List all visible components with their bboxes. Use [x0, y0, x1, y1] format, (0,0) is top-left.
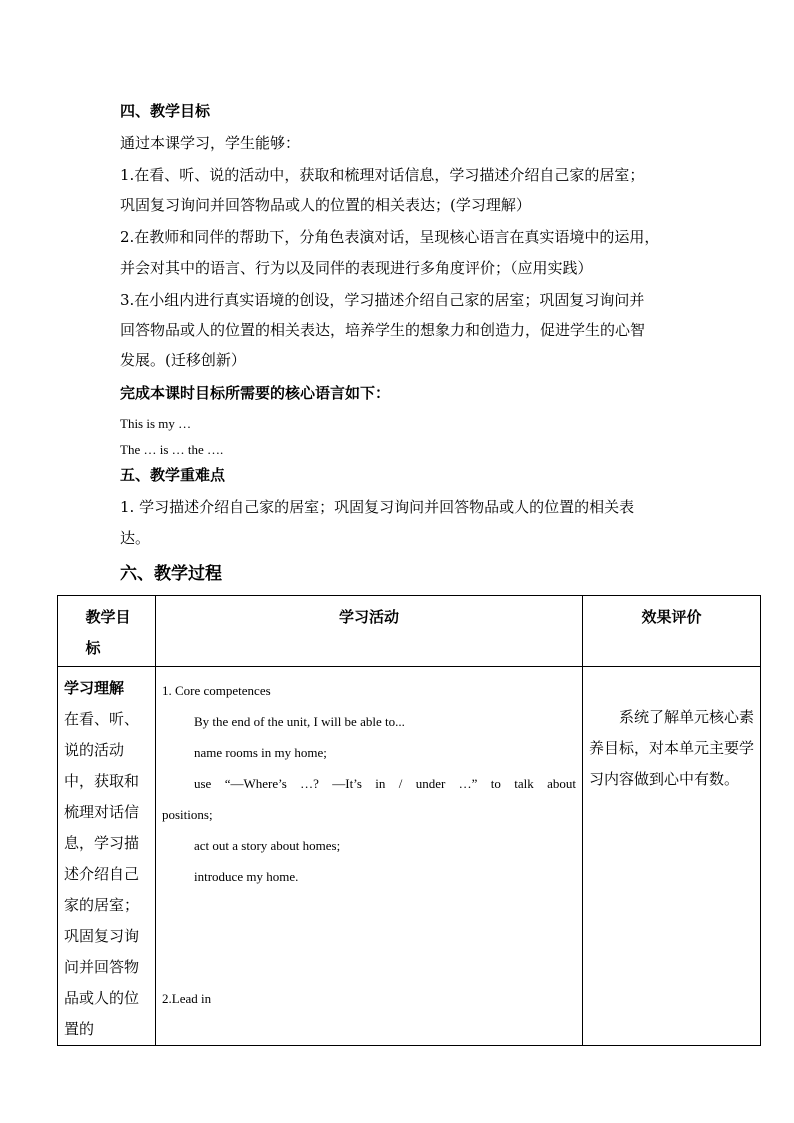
goal-line-4: 并会对其中的语言、行为以及同伴的表现进行多角度评价；（应用实践）: [120, 259, 593, 277]
core-language-line-1: This is my …: [120, 416, 192, 431]
activity-line-8: 2.Lead in: [162, 991, 212, 1006]
goal-line-6: 回答物品或人的位置的相关表达，培养学生的想象力和创造力，促进学生的心智: [120, 321, 646, 339]
activity-line-3: name rooms in my home;: [194, 745, 327, 760]
evaluation-text: 系统了解单元核心素养目标，对本单元主要学习内容做到心中有数。: [589, 708, 755, 788]
core-language-title: 完成本课时目标所需要的核心语言如下：: [120, 384, 391, 402]
activity-line-6: act out a story about homes;: [194, 838, 341, 853]
goal-line-5: 3.在小组内进行真实语境的创设，学习描述介绍自己家的居室；巩固复习询问并: [120, 291, 645, 309]
activity-line-1: 1. Core competences: [162, 683, 271, 698]
activity-line-2: By the end of the unit, I will be able to...: [194, 714, 405, 729]
goal-cell: [58, 667, 156, 1046]
goal-cell-text: 在看、听、说的活动中，获取和梳理对话信息，学习描述介绍自己家的居室；巩固复习询问并回答物品或人的位置的: [64, 710, 140, 1038]
section-6-title: 六、教学过程: [120, 564, 222, 584]
goal-line-2: 巩固复习询问并回答物品或人的位置的相关表达；(学习理解）: [120, 196, 531, 214]
activity-line-5: positions;: [162, 807, 213, 822]
table-row: [58, 667, 761, 1046]
goal-line-7: 发展。(迁移创新）: [120, 351, 246, 369]
header-cell-activity: 学习活动: [156, 596, 583, 667]
teaching-process-table: [57, 595, 761, 1046]
header-cell-evaluation: 效果评价: [583, 596, 761, 667]
activity-cell: [156, 667, 583, 1046]
section-4-intro: 通过本课学习，学生能够：: [120, 134, 301, 152]
activity-line-4: use “—Where’s …? —It’s in / under …” to talk about: [194, 776, 576, 791]
section-5-title: 五、教学重难点: [120, 466, 226, 484]
goal-cell-title: 学习理解: [64, 679, 125, 697]
key-point-line-1: 1. 学习描述介绍自己家的居室；巩固复习询问并回答物品或人的位置的相关表: [120, 498, 635, 516]
section-4-title: 四、教学目标: [120, 102, 211, 120]
key-point-line-2: 达。: [120, 529, 151, 547]
header-cell-goal: 教学目标: [58, 596, 156, 667]
goal-line-1: 1.在看、听、说的活动中，获取和梳理对话信息，学习描述介绍自己家的居室；: [120, 166, 645, 184]
goal-line-3: 2.在教师和同伴的帮助下，分角色表演对话，呈现核心语言在真实语境中的运用，: [120, 228, 660, 246]
table-header-row: [58, 596, 761, 667]
core-language-line-2: The … is … the ….: [120, 442, 224, 457]
activity-line-7: introduce my home.: [194, 869, 299, 884]
evaluation-cell: [583, 667, 761, 1046]
